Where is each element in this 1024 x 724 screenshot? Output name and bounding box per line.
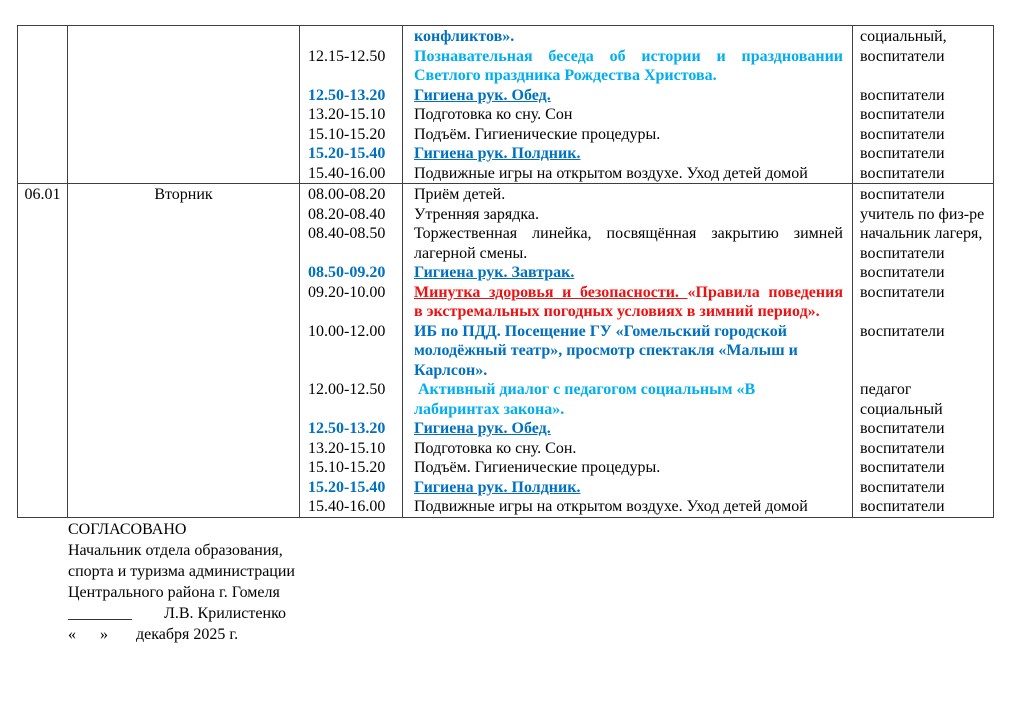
time-entry	[300, 244, 402, 264]
responsible-entry: воспитатели	[860, 322, 945, 340]
responsible-entry: воспитатели	[860, 264, 945, 281]
time-entry	[300, 361, 402, 381]
responsible-entry	[853, 341, 993, 361]
activity-text: Гигиена рук. Завтрак.	[414, 264, 575, 281]
activity-text: лагерной смены.	[414, 244, 528, 262]
time-entry	[300, 66, 402, 86]
activity-text: Подвижные игры на открытом воздухе. Уход детей домой	[414, 498, 808, 515]
activity-line	[403, 361, 852, 381]
responsible-entry: воспитатели	[860, 478, 945, 496]
time-entry: 08.40-08.50	[308, 225, 386, 242]
date-label	[18, 27, 67, 47]
activity-line	[403, 458, 852, 478]
responsible-entry: воспитатели	[860, 86, 945, 104]
time-entry: 12.50-13.20	[308, 86, 386, 104]
activity-line	[403, 419, 852, 439]
day-cell	[68, 26, 300, 184]
time-entry: 08.50-09.20	[308, 264, 386, 281]
activity-text: Гигиена рук. Полдник.	[414, 478, 581, 496]
responsible-entry: начальник лагеря,	[860, 225, 983, 242]
responsible-entry: воспитатели	[860, 420, 945, 437]
time-entry: 15.20-15.40	[308, 478, 386, 496]
time-entry: 13.20-15.10	[308, 106, 386, 123]
activity-line	[403, 86, 852, 106]
responsible-entry: воспитатели	[860, 459, 945, 476]
responsible-entry: социальный	[860, 400, 943, 418]
activity-line	[403, 283, 852, 303]
time-entry: 12.15-12.50	[308, 47, 386, 65]
approval-status: СОГЛАСОВАНО	[68, 521, 187, 538]
activity-line	[403, 205, 852, 225]
activity-text: «Правила поведения	[687, 283, 843, 301]
activity-text: конфликтов».	[414, 28, 515, 45]
time-entry	[300, 302, 402, 322]
activity-line	[403, 185, 852, 205]
activity-text: Подъём. Гигиенические процедуры.	[414, 459, 661, 476]
approval-line: Начальник отдела образования,	[68, 542, 283, 559]
responsible-entry: воспитатели	[860, 439, 945, 457]
time-entry: 15.40-16.00	[308, 164, 386, 182]
date-label: 06.01	[24, 186, 61, 203]
activity-text: Подвижные игры на открытом воздухе. Уход детей домой	[414, 164, 808, 182]
activity-line	[403, 244, 852, 264]
date-cell	[18, 26, 68, 184]
activity-text: Светлого праздника Рождества Христова.	[414, 67, 717, 84]
activity-line	[403, 224, 852, 244]
activity-text: Подъём. Гигиенические процедуры.	[414, 125, 661, 143]
activity-text: Подготовка ко сну. Сон	[414, 106, 573, 123]
activity-text: Подготовка ко сну. Сон.	[414, 439, 577, 457]
activity-line	[403, 144, 852, 164]
time-entry	[300, 400, 402, 420]
time-entry: 08.20-08.40	[308, 205, 386, 223]
activity-text: Торжественная линейка, посвящённая закрытию зимней	[414, 225, 843, 242]
schedule-table	[17, 25, 994, 518]
activity-line	[403, 105, 852, 125]
signature-line: ________ Л.В. Крилистенко	[68, 605, 287, 622]
activity-line	[403, 439, 852, 459]
activity-cell	[403, 26, 853, 184]
activity-text: Познавательная беседа об истории и праздновании	[414, 47, 843, 65]
time-entry: 09.20-10.00	[308, 283, 386, 301]
day-cell	[68, 184, 300, 518]
time-entry: 12.50-13.20	[308, 420, 386, 437]
time-entry: 10.00-12.00	[308, 322, 386, 340]
activity-text: Утренняя зарядка.	[414, 205, 540, 223]
time-entry	[300, 27, 402, 47]
time-cell	[300, 184, 403, 518]
activity-line	[403, 47, 852, 67]
activity-text: Гигиена рук. Обед.	[414, 86, 551, 104]
time-entry: 15.10-15.20	[308, 459, 386, 476]
activity-line	[403, 27, 852, 47]
responsible-entry: учитель по физ-ре	[860, 205, 985, 223]
time-entry: 15.20-15.40	[308, 145, 386, 162]
responsible-entry	[853, 361, 993, 381]
activity-text: ИБ по ПДД. Посещение ГУ «Гомельский городской	[414, 322, 788, 340]
time-entry: 15.10-15.20	[308, 125, 386, 143]
activity-line	[403, 322, 852, 342]
responsible-entry: воспитатели	[860, 283, 945, 301]
responsible-entry: воспитатели	[860, 164, 945, 182]
responsible-entry: социальный,	[860, 28, 947, 45]
approval-line: Центрального района г. Гомеля	[68, 584, 280, 601]
activity-cell	[403, 184, 853, 518]
activity-text: Гигиена рук. Обед.	[414, 420, 551, 437]
activity-text: в экстремальных погодных условиях в зимний период».	[414, 303, 820, 320]
time-entry: 12.00-12.50	[308, 381, 386, 398]
responsible-entry: воспитатели	[860, 125, 945, 143]
schedule-row	[18, 184, 994, 518]
activity-text: Приём детей.	[414, 186, 506, 203]
activity-text: Минутка здоровья и безопасности.	[414, 283, 688, 301]
activity-line	[403, 400, 852, 420]
responsible-entry	[853, 66, 993, 86]
time-entry	[300, 341, 402, 361]
approval-block	[68, 519, 295, 645]
activity-line	[403, 497, 852, 517]
activity-line	[403, 125, 852, 145]
activity-line	[403, 380, 852, 400]
activity-line	[403, 302, 852, 322]
activity-line	[403, 341, 852, 361]
responsible-entry	[853, 302, 993, 322]
activity-text: Карлсон».	[414, 361, 488, 379]
activity-text: лабиринтах закона».	[414, 400, 565, 418]
day-label	[68, 27, 299, 47]
activity-text: Активный диалог с педагогом социальным «В	[414, 381, 756, 398]
schedule-row	[18, 26, 994, 184]
responsible-entry: воспитатели	[860, 244, 945, 262]
time-entry: 15.40-16.00	[308, 498, 386, 515]
activity-line	[403, 263, 852, 283]
activity-line	[403, 164, 852, 184]
activity-text: Гигиена рук. Полдник.	[414, 145, 581, 162]
day-label: Вторник	[154, 186, 213, 203]
responsible-entry: воспитатели	[860, 106, 945, 123]
time-entry: 13.20-15.10	[308, 439, 386, 457]
responsible-entry: воспитатели	[860, 498, 945, 515]
date-line: « » декабря 2025 г.	[68, 626, 239, 643]
time-cell	[300, 26, 403, 184]
activity-line	[403, 66, 852, 86]
responsible-cell	[853, 26, 994, 184]
approval-line: спорта и туризма администрации	[68, 563, 295, 580]
date-cell	[18, 184, 68, 518]
responsible-entry: воспитатели	[860, 145, 945, 162]
responsible-cell	[853, 184, 994, 518]
time-entry: 08.00-08.20	[308, 186, 386, 203]
responsible-entry: педагог	[860, 381, 912, 398]
responsible-entry: воспитатели	[860, 186, 945, 203]
responsible-entry: воспитатели	[860, 47, 945, 65]
activity-text: молодёжный театр», просмотр спектакля «Малыш и	[414, 342, 798, 359]
activity-line	[403, 478, 852, 498]
